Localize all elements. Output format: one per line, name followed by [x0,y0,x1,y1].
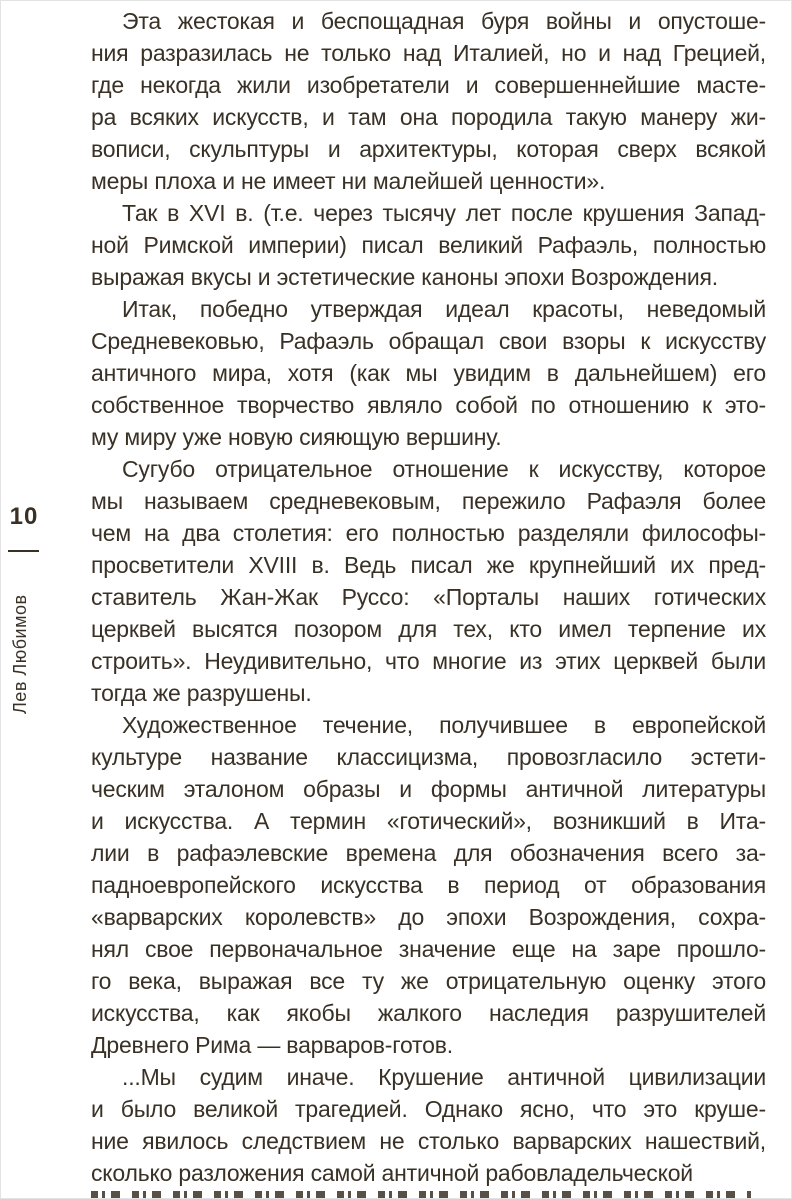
text-line: ния разразилась не только над Италией, но и над Грецией, [91,40,766,66]
text-line: «варварских королевств» до эпохи Возрождения, сохра- [91,904,766,930]
text-line: ра всяких искусств, и там она породила такую манеру жи- [91,104,766,130]
text-line: вописи, скульптуры и архитектуры, которая сверх всякой [91,136,766,162]
page-number: 10 [9,503,39,530]
text-line: лии в рафаэлевские времена для обозначения всего за- [91,840,766,866]
text-line: мы называем средневековым, пережило Рафаэля более [91,488,766,514]
text-line: Художественное течение, получившее в европейской [122,712,766,738]
text-line: и искусства. А термин «готический», возникший в Ита- [91,808,766,834]
cutoff-next-line [91,1191,751,1198]
text-line: сколько разложения самой античной рабовладельческой [91,1160,693,1186]
text-line: собственное творчество являло собой по отношению к это- [91,392,766,418]
text-line: ...Мы судим иначе. Крушение античной цивилизации [122,1064,766,1090]
text-line: культуре название классицизма, провозгласило эстети- [91,744,766,770]
text-line: выражая вкусы и эстетические каноны эпохи Возрождения. [91,264,718,290]
text-line: Эта жестокая и беспощадная буря войны и опустоше- [122,8,766,34]
text-line: ние явилось следствием не столько варварских нашествий, [91,1128,766,1154]
text-line: Так в XVI в. (т.е. через тысячу лет после крушения Запад- [122,200,766,226]
text-line: му миру уже новую сияющую вершину. [91,424,502,450]
author-name-vertical: Лев Любимов [10,594,30,714]
text-line: падноевропейского искусства в период от образования [91,872,766,898]
text-line: античного мира, хотя (как мы увидим в дальнейшем) его [91,360,766,386]
text-line: ческим эталоном образы и формы античной литературы [91,776,766,802]
text-line: где некогда жили изобретатели и совершеннейшие масте- [91,72,766,98]
text-line: ставитель Жан-Жак Руссо: «Порталы наших готических [91,584,766,610]
text-block [91,5,766,1189]
text-line: меры плоха и не имеет ни малейшей ценности». [91,168,606,194]
text-line: церквей высятся позором для тех, кто имел терпение их [91,616,766,642]
text-line: искусства, как якобы жалкого наследия разрушителей [91,1000,766,1026]
text-line: нял свое первоначальное значение еще на заре прошло- [91,936,766,962]
text-line: го века, выражая все ту же отрицательную оценку этого [91,968,766,994]
text-line: чем на два столетия: его полностью разделяли философы- [91,520,766,546]
text-line: и было великой трагедией. Однако ясно, что это круше- [91,1096,766,1122]
text-line: строить». Неудивительно, что многие из этих церквей были [91,648,766,674]
text-line: Древнего Рима — варваров-готов. [91,1032,453,1058]
text-line: Итак, победно утверждая идеал красоты, неведомый [122,296,766,322]
text-line: тогда же разрушены. [91,680,312,706]
text-line: просветители XVIII в. Ведь писал же крупнейший их пред- [91,552,766,578]
text-line: ной Римской империи) писал великий Рафаэль, полностью [91,232,766,258]
page-number-divider [8,550,39,552]
text-line: Средневековью, Рафаэль обращал свои взоры к искусству [91,328,766,354]
text-line: Сугубо отрицательное отношение к искусству, которое [122,456,766,482]
